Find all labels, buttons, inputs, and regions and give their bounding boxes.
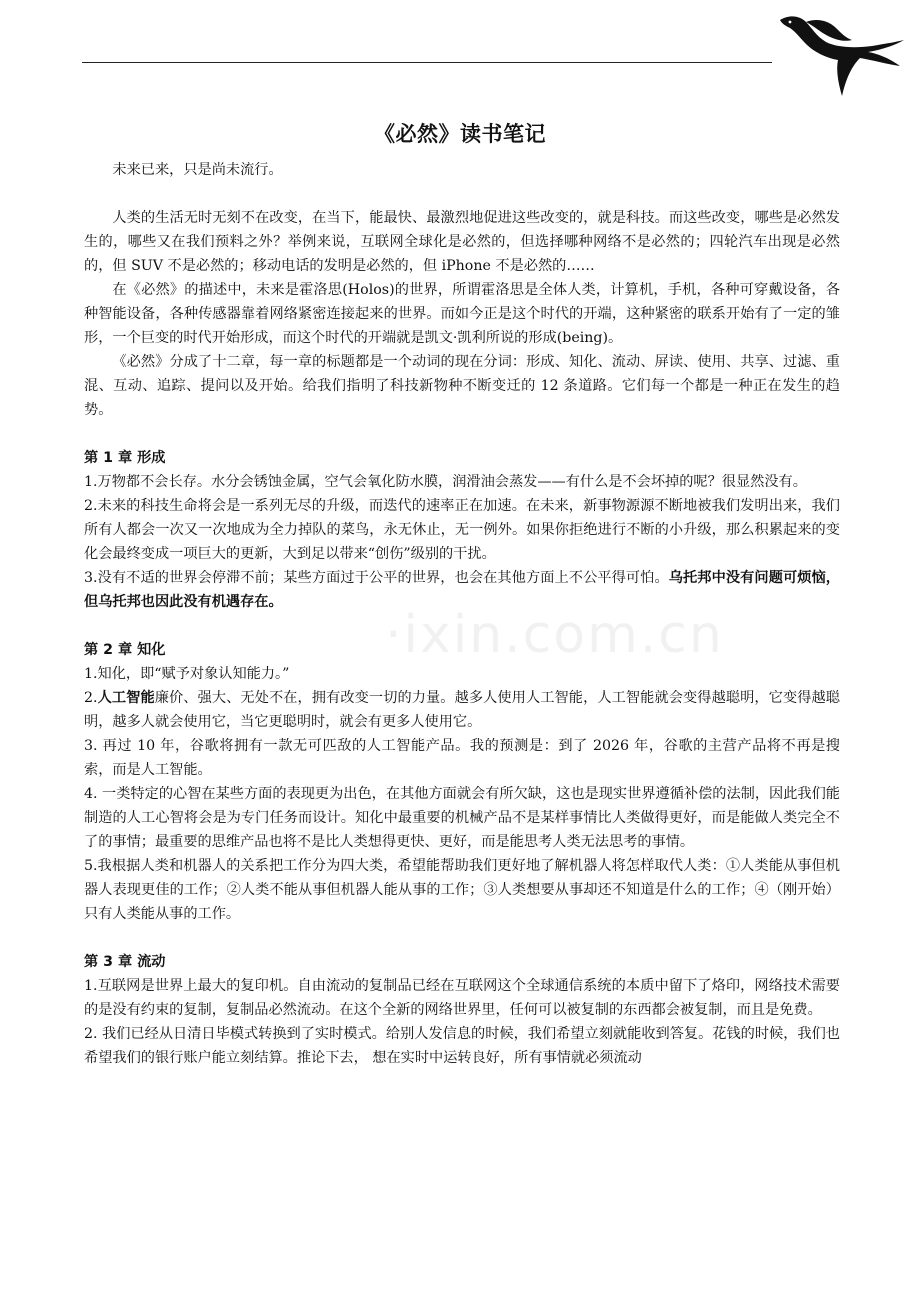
document-title: 《必然》读书笔记 <box>374 122 546 146</box>
item-number: 2. <box>84 690 98 706</box>
list-item <box>84 686 840 734</box>
watermark: ·ixin.com.cn <box>385 605 724 665</box>
chapter-heading: 第 2 章 知化 <box>84 642 166 658</box>
paragraph: 《必然》分成了十二章，每一章的标题都是一个动词的现在分词：形成、知化、流动、屏读、使用、共享、过滤、重混、互动、追踪、提问以及开始。给我们指明了科技新物种不断变迁的 12 条道路。它们每一个都是一种正在发生的趋势。 <box>84 354 840 418</box>
list-item: 2. 我们已经从日清日毕模式转换到了实时模式。给别人发信息的时候，我们希望立刻就能收到答复。花钱的时候，我们也希望我们的银行账户能立刻结算。推论下去， 想在实时中运转良好，所有事情就必须流动 <box>84 1026 840 1066</box>
list-item: 3. 再过 10 年，谷歌将拥有一款无可匹敌的人工智能产品。我的预测是：到了 2026 年，谷歌的主营产品将不再是搜索，而是人工智能。 <box>84 738 840 778</box>
header-rule <box>82 62 772 63</box>
item-text: 3.没有不适的世界会停滞不前；某些方面过于公平的世界，也会在其他方面上不公平得可怕。 <box>84 570 669 586</box>
item-bold-text: 人工智能 <box>97 690 155 706</box>
list-item <box>84 566 840 614</box>
item-bold-text: 乌托邦中没有问题可烦恼，但乌托邦也因此没有机遇存在。 <box>84 570 840 610</box>
list-item: 5.我根据人类和机器人的关系把工作分为四大类，希望能帮助我们更好地了解机器人将怎样取代人类：①人类能从事但机器人表现更佳的工作；②人类不能从事但机器人能从事的工作；③人类想要从事却还不知道是什么的工作；④（刚开始）只有人类能从事的工作。 <box>84 858 840 922</box>
item-text: 廉价、强大、无处不在，拥有改变一切的力量。越多人使用人工智能，人工智能就会变得越聪明，它变得越聪明，越多人就会使用它，当它更聪明时，就会有更多人使用它。 <box>84 690 840 730</box>
list-item: 1.互联网是世界上最大的复印机。自由流动的复制品已经在互联网这个全球通信系统的本质中留下了烙印，网络技术需要的是没有约束的复制，复制品必然流动。在这个全新的网络世界里，任何可以被复制的东西都会被复制，而且是免费。 <box>84 978 840 1018</box>
intro-quote: 未来已来，只是尚未流行。 <box>112 162 283 178</box>
paragraph: 人类的生活无时无刻不在改变，在当下，能最快、最激烈地促进这些改变的，就是科技。而这些改变，哪些是必然发生的，哪些又在我们预料之外？举例来说，互联网全球化是必然的，但选择哪种网络不是必然的；四轮汽车出现是必然的，但 SUV 不是必然的；移动电话的发明是必然的，但 iPhone 不是必然的…… <box>84 210 840 274</box>
chapter-heading: 第 1 章 形成 <box>84 450 166 466</box>
list-item: 1.知化，即“赋予对象认知能力。” <box>84 666 290 682</box>
swallow-bird-logo-icon <box>776 8 906 100</box>
document-body <box>84 158 840 1070</box>
list-item: 4. 一类特定的心智在某些方面的表现更为出色，在其他方面就会有所欠缺，这也是现实世界遵循补偿的法制，因此我们能制造的人工心智将会是为专门任务而设计。知化中最重要的机械产品不是某样事情比人类做得更好，而是能做人类完全不了的事情；最重要的思维产品也将不是比人类想得更快、更好，而是能思考人类无法思考的事情。 <box>84 786 840 850</box>
list-item: 2.未来的科技生命将会是一系列无尽的升级，而迭代的速率正在加速。在未来，新事物源源不断地被我们发明出来，我们所有人都会一次又一次地成为全力掉队的菜鸟，永无休止，无一例外。如果你拒绝进行不断的小升级，那么积累起来的变化会最终变成一项巨大的更新，大到足以带来“创伤”级别的干扰。 <box>84 498 840 562</box>
paragraph: 在《必然》的描述中，未来是霍洛思(Holos)的世界，所谓霍洛思是全体人类，计算机，手机，各种可穿戴设备，各种智能设备，各种传感器靠着网络紧密连接起来的世界。而如今正是这个时代的开端，这种紧密的联系开始有了一定的雏形，一个巨变的时代开始形成，而这个时代的开端就是凯文·凯利所说的形成(being)。 <box>84 282 840 346</box>
chapter-heading: 第 3 章 流动 <box>84 954 166 970</box>
list-item: 1.万物都不会长存。水分会锈蚀金属，空气会氧化防水膜，润滑油会蒸发——有什么是不会坏掉的呢？很显然没有。 <box>84 474 807 490</box>
